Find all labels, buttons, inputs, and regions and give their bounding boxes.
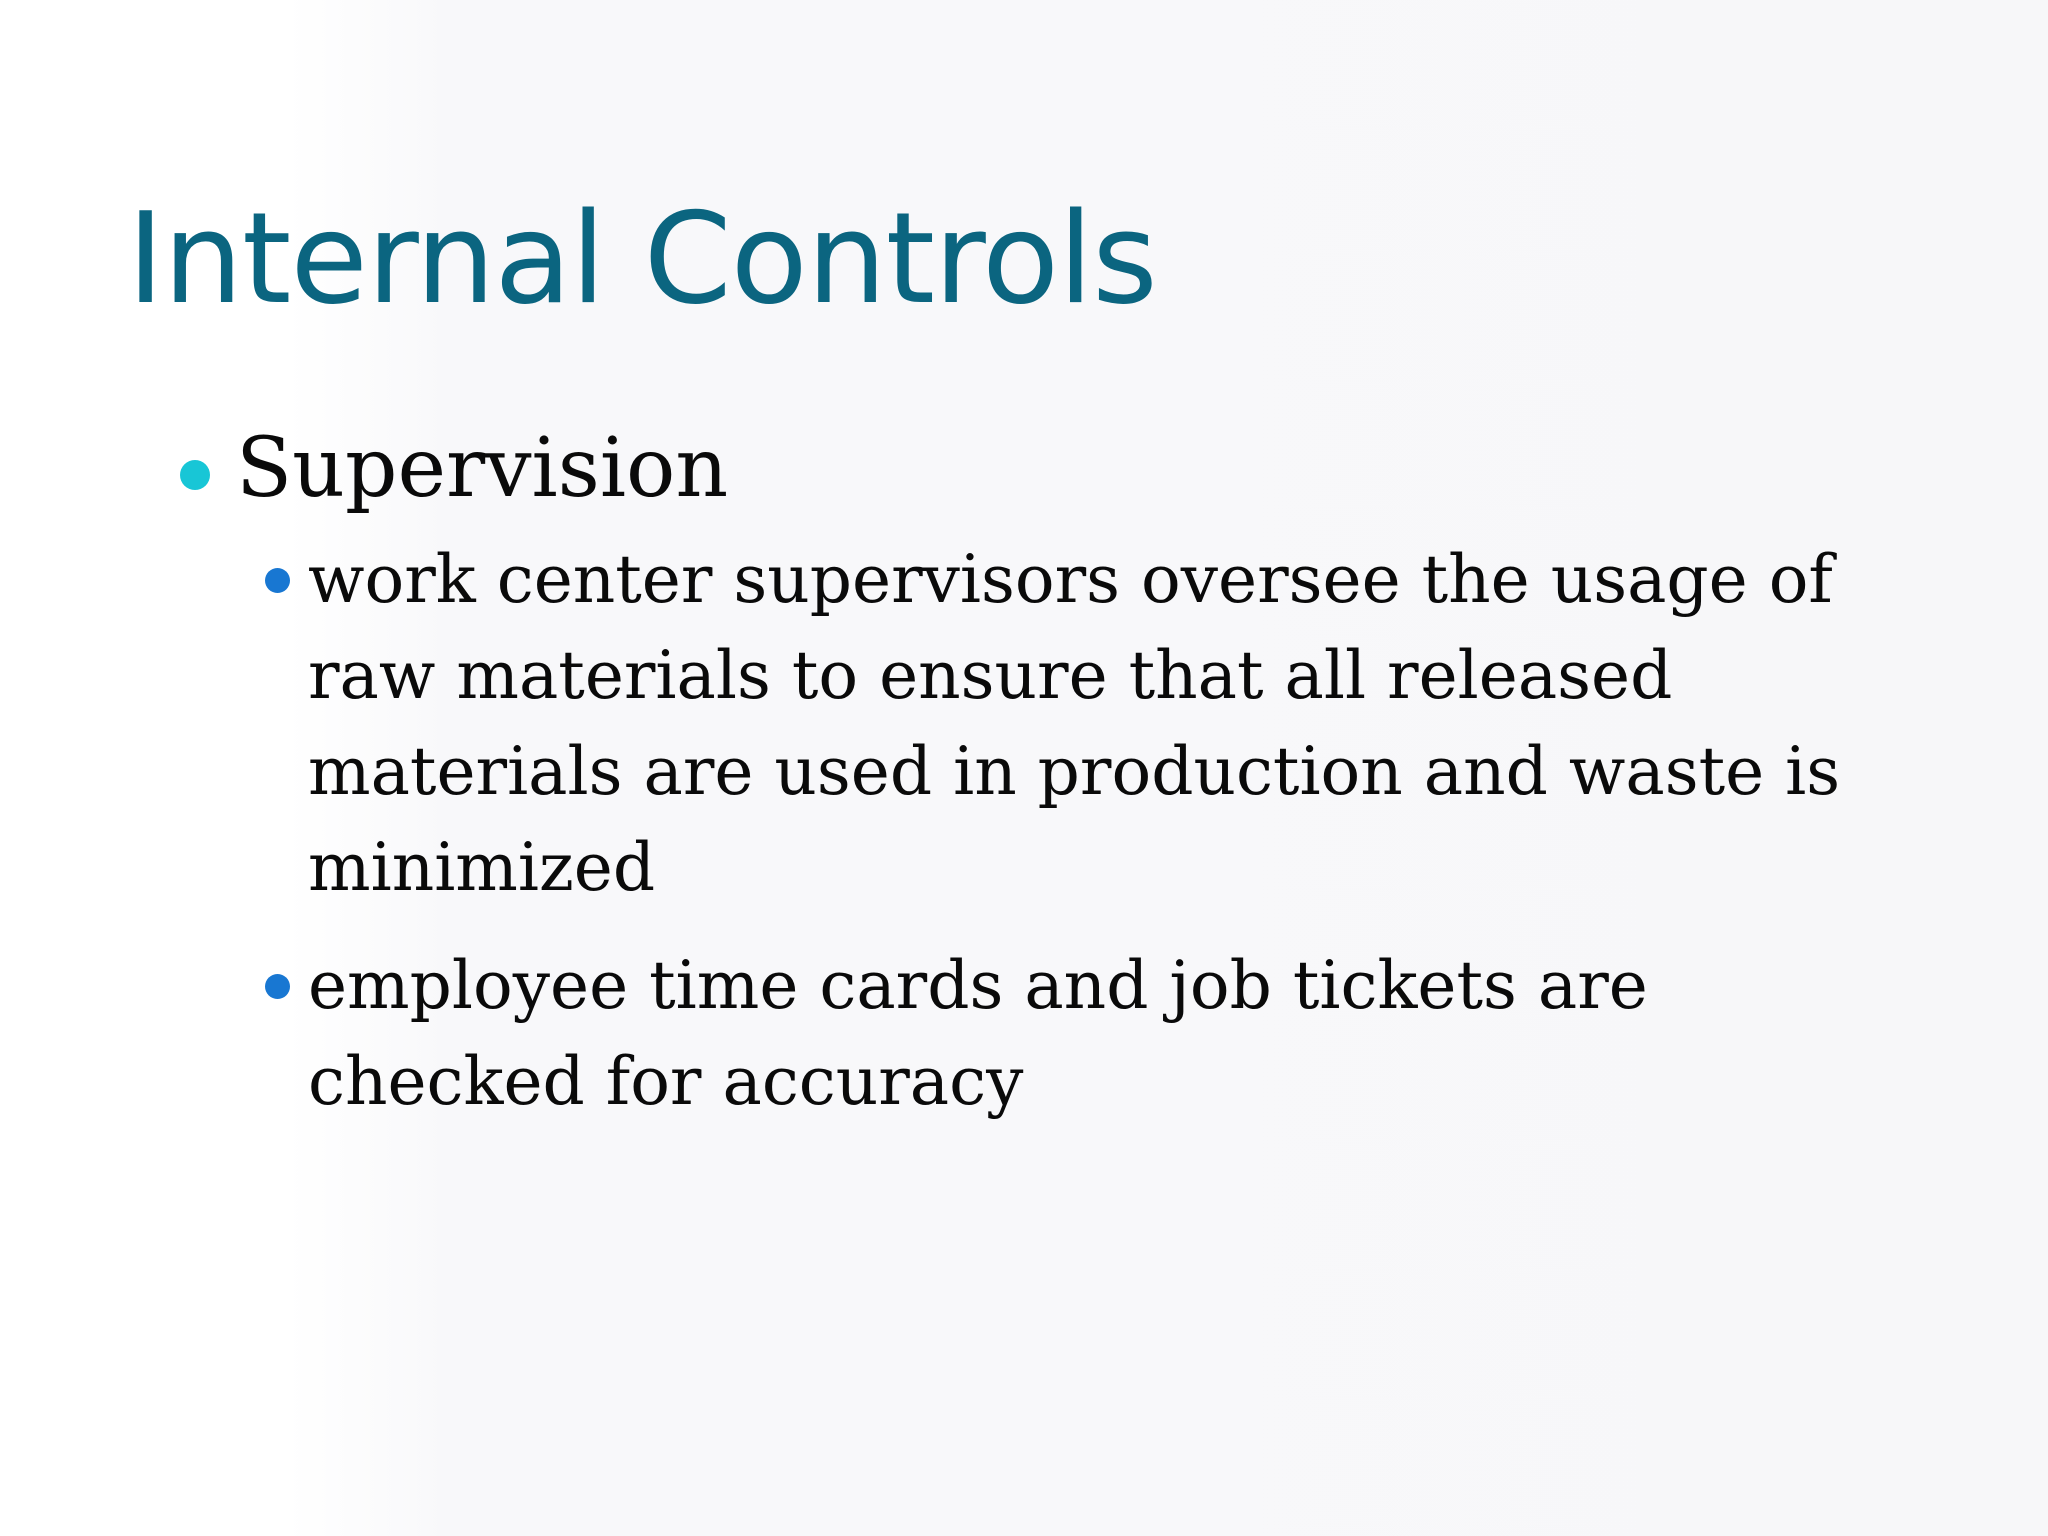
secondary-bullet-icon: [265, 568, 290, 593]
bullet-supervision: [180, 420, 1900, 518]
sub-bullet-item: [265, 938, 1900, 1130]
slide-title: Internal Controls: [127, 185, 1157, 332]
secondary-bullet-icon: [265, 974, 290, 999]
sub-bullet-item: [265, 532, 1900, 916]
sub-bullet-list: [180, 532, 1900, 1130]
sub-bullet-text: work center supervisors oversee the usage of raw materials to ensure that all released materials are used in production and waste is minimized: [308, 541, 1841, 907]
bullet-label: Supervision: [236, 421, 729, 516]
slide-content: [180, 420, 1900, 1152]
sub-bullet-text: employee time cards and job tickets are checked for accuracy: [308, 947, 1648, 1121]
primary-bullet-icon: [180, 460, 210, 490]
